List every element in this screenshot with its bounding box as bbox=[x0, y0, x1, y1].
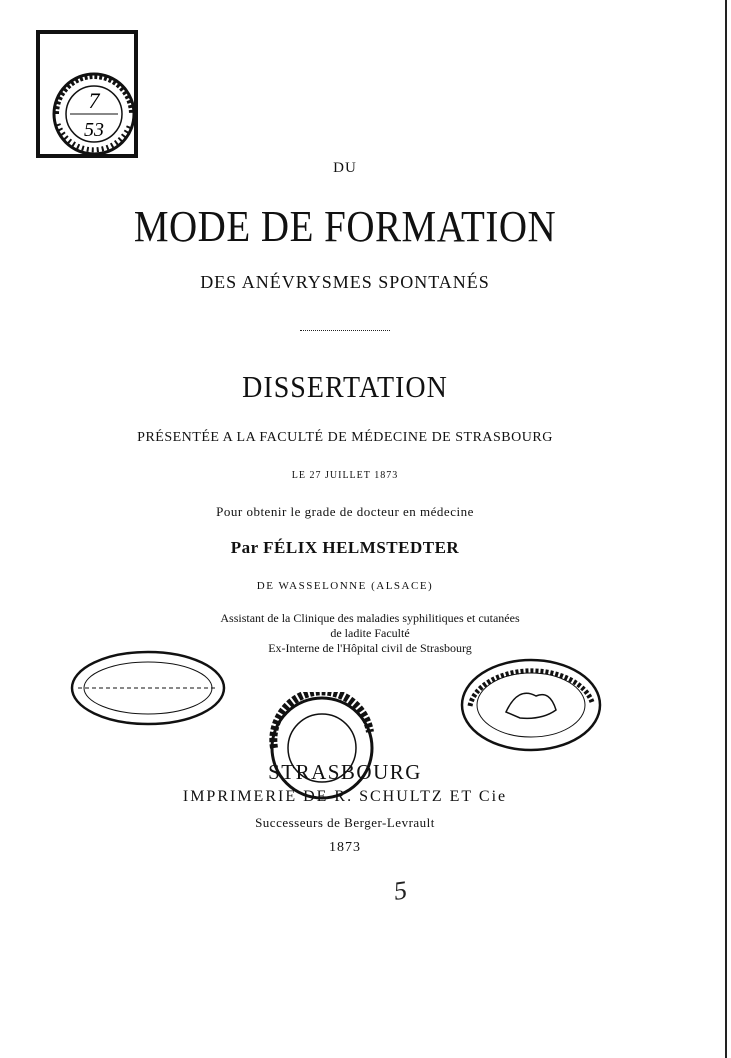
subtitle: DES ANÉVRYSMES SPONTANÉS bbox=[200, 272, 490, 292]
defense-date: LE 27 JUILLET 1873 bbox=[291, 470, 399, 481]
ornamental-rule bbox=[300, 330, 390, 331]
shelf-number-top: 7 bbox=[88, 88, 100, 113]
biblioteca-oval-stamp bbox=[458, 656, 604, 754]
publication-city: STRASBOURG bbox=[268, 760, 422, 784]
biblioteca-medica-oval-stamp bbox=[68, 648, 228, 728]
shelf-number-bottom: 53 bbox=[84, 119, 104, 141]
degree-line: Pour obtenir le grade de docteur en médecine bbox=[216, 504, 474, 519]
author-line: Par FÉLIX HELMSTEDTER bbox=[230, 538, 460, 557]
pre-title: DU bbox=[333, 160, 357, 176]
presentation-line: PRÉSENTÉE A LA FACULTÉ DE MÉDECINE DE STRASBOURG bbox=[137, 430, 553, 445]
author-role-1: Assistant de la Clinique des maladies syphilitiques et cutanées bbox=[220, 611, 520, 625]
author-role-2: de ladite Faculté bbox=[330, 626, 410, 640]
dissertation-heading: DISSERTATION bbox=[242, 370, 448, 405]
printer-successors: Successeurs de Berger-Levrault bbox=[255, 815, 435, 830]
publication-year: 1873 bbox=[329, 840, 361, 855]
accademia-medica-round-stamp bbox=[266, 692, 386, 802]
printer-line: IMPRIMERIE DE R. SCHULTZ ET Cie bbox=[182, 788, 508, 805]
main-title: MODE DE FORMATION bbox=[133, 201, 557, 252]
page-edge-rule bbox=[725, 0, 727, 1058]
library-shelf-stamp bbox=[36, 30, 140, 160]
author-role-3: Ex-Interne de l'Hôpital civil de Strasbourg bbox=[268, 641, 472, 655]
author-origin: DE WASSELONNE (ALSACE) bbox=[256, 580, 434, 592]
handwritten-number: 5 bbox=[391, 875, 409, 906]
